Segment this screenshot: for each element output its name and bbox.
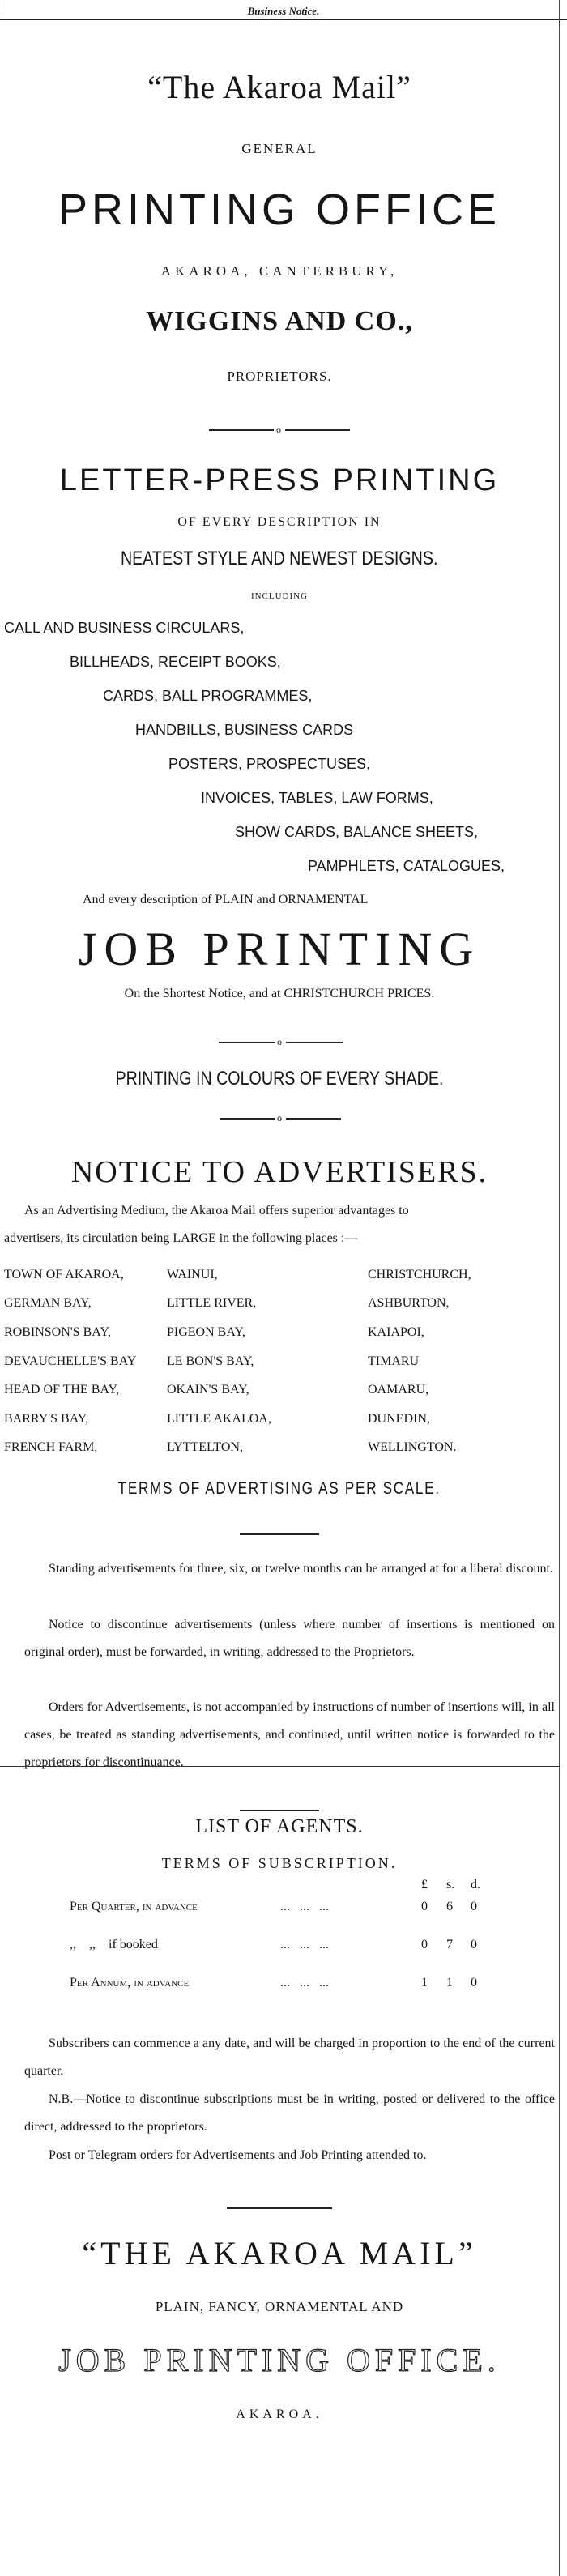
place-name: CHRISTCHURCH, bbox=[368, 1268, 471, 1282]
advertisers-intro-line2: advertisers, its circulation being LARGE in the following places :— bbox=[4, 1231, 358, 1245]
section-rule bbox=[240, 1533, 319, 1535]
ornament-mark: o bbox=[277, 1036, 282, 1047]
letterpress-item: CARDS, BALL PROGRAMMES, bbox=[103, 688, 313, 704]
advertisers-heading: NOTICE TO ADVERTISERS. bbox=[70, 1155, 488, 1189]
subscription-pounds: 0 bbox=[421, 1900, 428, 1913]
letterpress-item: SHOW CARDS, BALANCE SHEETS, bbox=[235, 824, 479, 840]
subscription-label-text: Per Annum, in advance bbox=[70, 1976, 190, 1990]
ornament-mark: o bbox=[276, 424, 281, 435]
ornament-rule-right bbox=[286, 1042, 343, 1043]
ornament-rule-left bbox=[220, 1118, 275, 1120]
subscription-dots: ... ... ... bbox=[280, 1938, 329, 1951]
notice-paragraph: Notice to discontinue advertisements (unless where number of insertions is mentioned on original order), must be forwarded, in writing, addressed to the Proprietors. bbox=[24, 1618, 555, 1659]
ornament-rule-right bbox=[286, 1118, 341, 1120]
currency-shillings: s. bbox=[446, 1878, 455, 1891]
masthead-proprietors: PROPRIETORS. bbox=[227, 369, 332, 384]
ornament-rule-right bbox=[285, 429, 350, 431]
subscription-pounds: 1 bbox=[421, 1976, 428, 1990]
masthead-title: “The Akaroa Mail” bbox=[147, 69, 411, 105]
header-rule bbox=[0, 19, 567, 20]
job-printing-heading: JOB PRINTING bbox=[78, 923, 481, 975]
place-name: LYTTELTON, bbox=[167, 1440, 243, 1454]
letterpress-style-text: NEATEST STYLE AND NEWEST DESIGNS. bbox=[121, 548, 438, 569]
subscription-pence: 0 bbox=[471, 1900, 477, 1913]
letterpress-item: INVOICES, TABLES, LAW FORMS, bbox=[201, 790, 433, 806]
footer-sub: PLAIN, FANCY, ORNAMENTAL AND bbox=[155, 2299, 404, 2314]
place-name: GERMAN BAY, bbox=[4, 1296, 92, 1310]
subscription-shillings: 7 bbox=[446, 1938, 453, 1951]
place-name: LITTLE RIVER, bbox=[167, 1296, 257, 1310]
place-name: WAINUI, bbox=[167, 1268, 218, 1282]
ornament-rule-left bbox=[209, 429, 274, 431]
subscription-label-text: Per Quarter, in advance bbox=[70, 1900, 198, 1913]
advertisers-intro-line1: As an Advertising Medium, the Akaroa Mail offers superior advantages to bbox=[24, 1204, 409, 1218]
page-header: Business Notice. bbox=[247, 5, 320, 17]
section-rule bbox=[227, 2207, 332, 2209]
subscription-shillings: 1 bbox=[446, 1976, 453, 1990]
section-divider bbox=[0, 1766, 559, 1767]
letterpress-style bbox=[0, 548, 559, 570]
place-name: FRENCH FARM, bbox=[4, 1440, 98, 1454]
place-name: TIMARU bbox=[368, 1354, 420, 1368]
place-name: PIGEON BAY, bbox=[167, 1325, 245, 1339]
letterpress-item: POSTERS, PROSPECTUSES, bbox=[168, 756, 371, 772]
advertising-terms: TERMS OF ADVERTISING AS PER SCALE. bbox=[117, 1479, 441, 1498]
footer-town: AKAROA. bbox=[236, 2408, 323, 2421]
letterpress-heading: LETTER-PRESS PRINTING bbox=[59, 463, 500, 497]
subscription-pounds: 0 bbox=[421, 1938, 428, 1951]
masthead-location: AKAROA, CANTERBURY, bbox=[160, 263, 399, 279]
footer-office: JOB PRINTING OFFICE. bbox=[58, 2342, 501, 2378]
place-name: LITTLE AKALOA, bbox=[167, 1412, 271, 1426]
footer-title: “THE AKAROA MAIL” bbox=[82, 2235, 477, 2271]
place-name: ASHBURTON, bbox=[368, 1296, 450, 1310]
place-name: DEVAUCHELLE'S BAY bbox=[4, 1354, 137, 1368]
colours-line bbox=[0, 1068, 559, 1090]
subscription-pence: 0 bbox=[471, 1976, 477, 1990]
letterpress-every-description: And every description of PLAIN and ORNAMENTAL bbox=[83, 893, 369, 906]
subscription-paragraph: N.B.—Notice to discontinue subscriptions must be in writing, posted or delivered to the office direct, addressed to the proprietors. bbox=[24, 2092, 555, 2134]
advertising-terms-line bbox=[0, 1478, 559, 1499]
subscription-dots: ... ... ... bbox=[280, 1900, 329, 1913]
letterpress-sub: OF EVERY DESCRIPTION IN bbox=[177, 515, 382, 529]
column-rule bbox=[559, 0, 560, 2576]
job-printing-sub: On the Shortest Notice, and at CHRISTCHURCH PRICES. bbox=[124, 987, 435, 1000]
subscription-label bbox=[70, 1900, 198, 1914]
subscription-pence: 0 bbox=[471, 1938, 477, 1951]
colours-text: PRINTING IN COLOURS OF EVERY SHADE. bbox=[115, 1068, 444, 1090]
ornament-mark: o bbox=[277, 1112, 282, 1124]
currency-pounds: £ bbox=[421, 1878, 428, 1891]
place-name: KAIAPOI, bbox=[368, 1325, 424, 1339]
masthead-printing-office: PRINTING OFFICE bbox=[58, 186, 501, 234]
section-rule bbox=[240, 1810, 319, 1811]
place-name: OAMARU, bbox=[368, 1383, 429, 1397]
place-name: BARRY'S BAY, bbox=[4, 1412, 89, 1426]
letterpress-including: INCLUDING bbox=[250, 591, 309, 601]
place-name: ROBINSON'S BAY, bbox=[4, 1325, 111, 1339]
letterpress-item: BILLHEADS, RECEIPT BOOKS, bbox=[70, 654, 281, 670]
place-name: OKAIN'S BAY, bbox=[167, 1383, 249, 1397]
subscription-shillings: 6 bbox=[446, 1900, 453, 1913]
place-name: HEAD OF THE BAY, bbox=[4, 1383, 119, 1397]
subscription-paragraph: Subscribers can commence a any date, and will be charged in proportion to the end of the current quarter. bbox=[24, 2036, 555, 2078]
letterpress-item: CALL AND BUSINESS CIRCULARS, bbox=[4, 620, 245, 636]
agents-heading: LIST OF AGENTS. bbox=[195, 1816, 364, 1837]
subscription-heading: TERMS OF SUBSCRIPTION. bbox=[161, 1855, 398, 1871]
masthead-general: GENERAL bbox=[241, 141, 318, 156]
place-name: TOWN OF AKAROA, bbox=[4, 1268, 124, 1282]
place-name: LE BON'S BAY, bbox=[167, 1354, 254, 1368]
place-name: DUNEDIN, bbox=[368, 1412, 430, 1426]
masthead-firm: WIGGINS AND CO., bbox=[146, 306, 413, 336]
letterpress-item: PAMPHLETS, CATALOGUES, bbox=[308, 858, 505, 874]
notice-paragraph: Orders for Advertisements, is not accompanied by instructions of number of insertions will, in all cases, be treated as standing advertisements, and continued, until written notice is forwarded to the proprietors for discontinuance. bbox=[24, 1700, 555, 1769]
subscription-paragraph: Post or Telegram orders for Advertisements and Job Printing attended to. bbox=[49, 2148, 427, 2162]
ornament-rule-left bbox=[219, 1042, 275, 1043]
subscription-dots: ... ... ... bbox=[280, 1976, 329, 1990]
subscription-label: ,, ,, if booked bbox=[70, 1938, 158, 1951]
notice-paragraph: Standing advertisements for three, six, or twelve months can be arranged at for a liberal discount. bbox=[49, 1562, 553, 1576]
currency-pence: d. bbox=[471, 1878, 480, 1891]
subscription-label bbox=[70, 1976, 189, 1990]
letterpress-item: HANDBILLS, BUSINESS CARDS bbox=[135, 722, 354, 738]
place-name: WELLINGTON. bbox=[368, 1440, 457, 1454]
